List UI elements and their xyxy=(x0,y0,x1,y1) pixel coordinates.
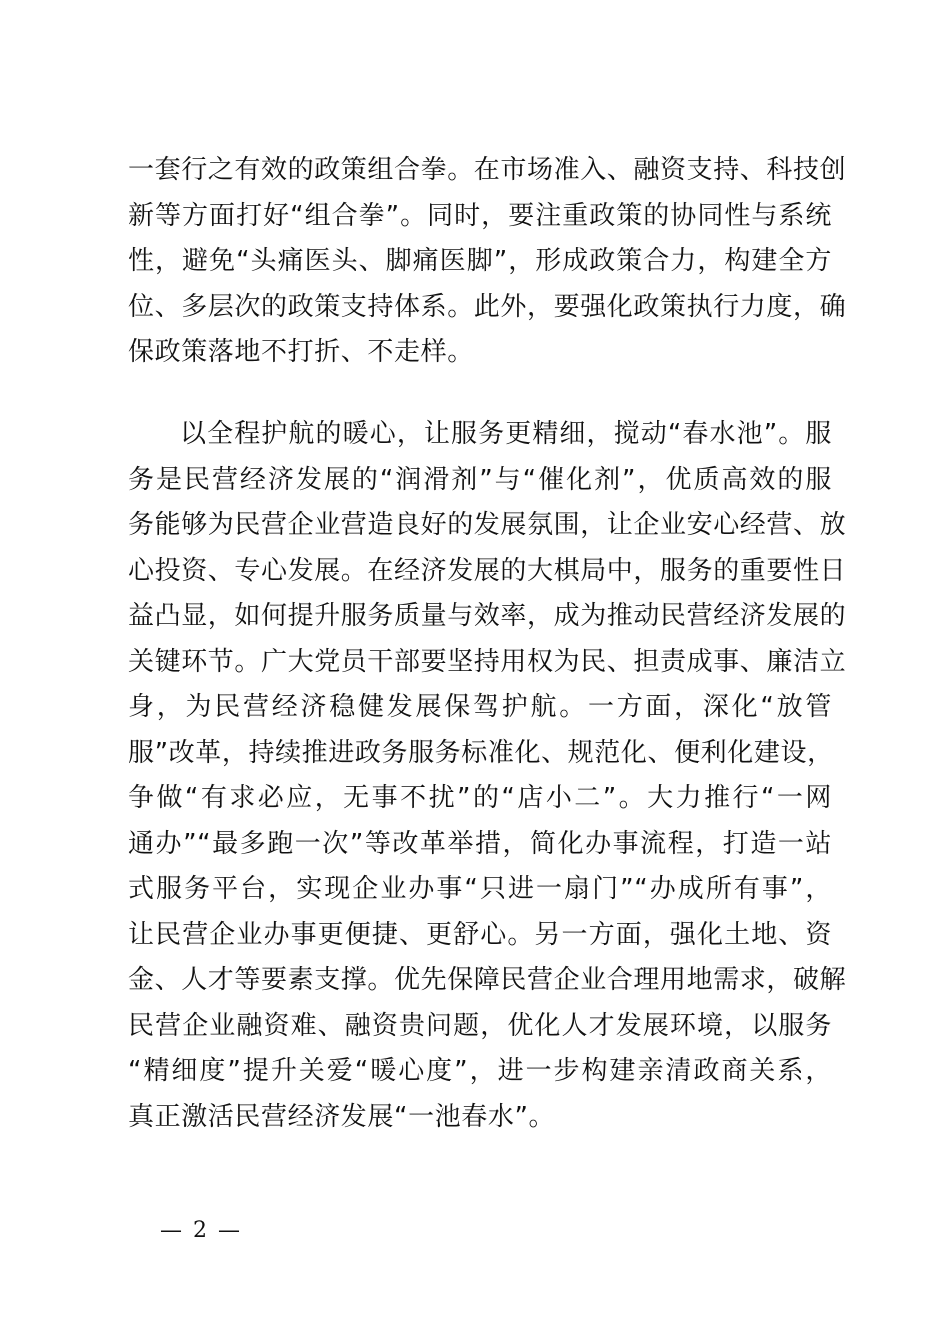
page-number: — 2 — xyxy=(160,1218,242,1243)
paragraph-line: 性，避免“头痛医头、脚痛医脚”，形成政策合力，构建全方 xyxy=(128,246,832,276)
paragraph-line: 新等方面打好“组合拳”。同时，要注重政策的协同性与系统 xyxy=(128,200,832,231)
paragraph-line: 位、多层次的政策支持体系。此外，要强化政策执行力度，确 xyxy=(128,291,847,322)
paragraph-line: 服”改革，持续推进政务服务标准化、规范化、便利化建设， xyxy=(128,737,834,768)
paragraph-line: 让民营企业办事更便捷、更舒心。另一方面，强化土地、资 xyxy=(128,919,832,950)
paragraph-line: 通办”“最多跑一次”等改革举措，简化办事流程，打造一站 xyxy=(128,828,832,859)
paragraph-line: 金、人才等要素支撑。优先保障民营企业合理用地需求，破解 xyxy=(128,965,847,995)
paragraph-line: 关键环节。广大党员干部要坚持用权为民、担责成事、廉洁立 xyxy=(128,646,847,677)
paragraph-service-escort xyxy=(128,412,847,1140)
paragraph-line: “精细度”提升关爱“暖心度”，进一步构建亲清政商关系， xyxy=(128,1056,832,1086)
paragraph-line: 保政策落地不打折、不走样。 xyxy=(128,337,474,367)
paragraph-line: 心投资、专心发展。在经济发展的大棋局中，服务的重要性日 xyxy=(128,555,847,586)
paragraph-line: 身，为民营经济稳健发展保驾护航。一方面，深化“放管 xyxy=(128,692,832,722)
paragraph-line: 真正激活民营经济发展“一池春水”。 xyxy=(128,1101,556,1132)
paragraph-line: 争做“有求必应，无事不扰”的“店小二”。大力推行“一网 xyxy=(128,783,832,813)
paragraph-line: 民营企业融资难、融资贵问题，优化人才发展环境，以服务 xyxy=(128,1010,832,1041)
paragraph-line: 一套行之有效的政策组合拳。在市场准入、融资支持、科技创 xyxy=(128,155,847,185)
paragraph-line: 务能够为民营企业营造良好的发展氛围，让企业安心经营、放 xyxy=(128,510,847,540)
paragraph-line: 务是民营经济发展的“润滑剂”与“催化剂”，优质高效的服 xyxy=(128,464,832,495)
paragraph-line: 以全程护航的暖心，让服务更精细，搅动“春水池”。服 xyxy=(180,419,832,449)
paragraph-line: 益凸显，如何提升服务质量与效率，成为推动民营经济发展的 xyxy=(128,601,847,631)
paragraph-line: 式服务平台，实现企业办事“只进一扇门”“办成所有事”， xyxy=(128,874,832,904)
paragraph-policy-combination xyxy=(128,148,847,376)
